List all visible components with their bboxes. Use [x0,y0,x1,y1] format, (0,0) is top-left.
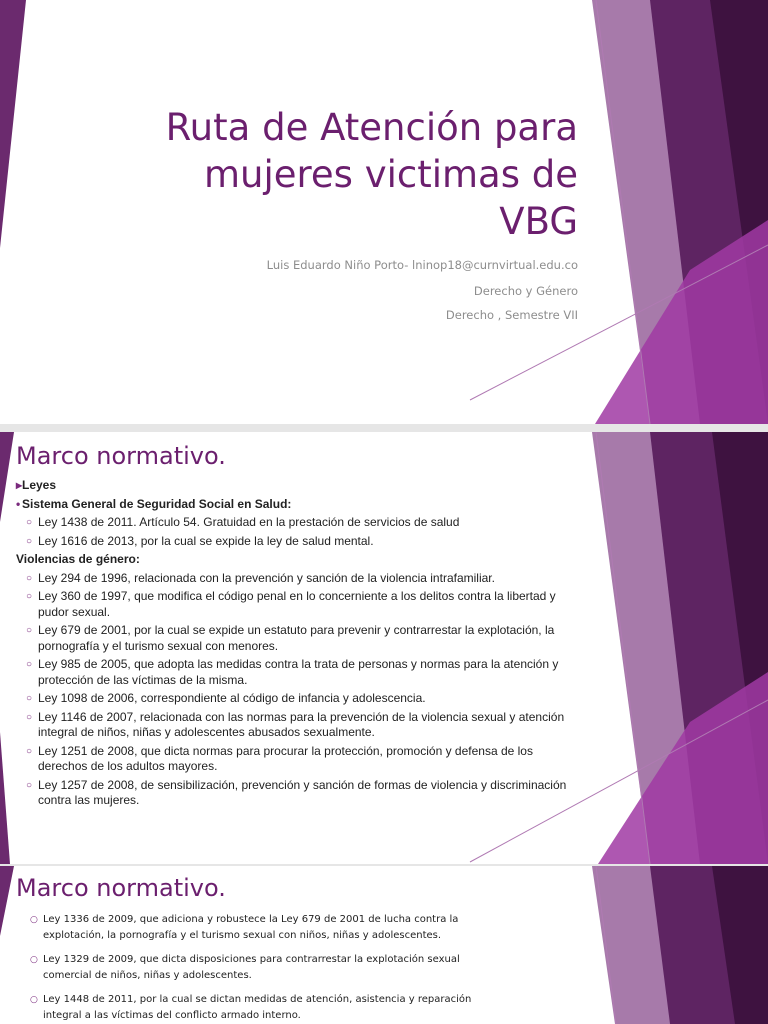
left-accent-shape [0,0,26,248]
list-item [30,952,490,984]
bullet: ○ [26,779,33,791]
course-line: Derecho y Género [473,284,578,298]
list-item-text: Ley 679 de 2001, por la cual se expide un estatuto para prevenir y contrarrestar la explotación, la pornografía y el turismo sexual con menores. [38,623,555,653]
list-item-text: Ley 294 de 1996, relacionada con la prevención y sanción de la violencia intrafamiliar. [38,570,495,585]
bullet: ○ [30,995,38,1005]
list-item-text: Ley 985 de 2005, que adopta las medidas contra la trata de personas y normas para la atención y protección de las víctimas de la misma. [38,657,559,687]
law-list [16,478,581,812]
list-item [16,534,581,550]
bullet: ○ [26,711,33,723]
bullet: ○ [26,745,33,757]
slide-heading: Marco normativo. [16,874,226,902]
law-list [30,912,490,1024]
bullet: ○ [26,659,33,670]
bullet: ○ [26,535,33,547]
list-item-text: Ley 1336 de 2009, que adiciona y robustece la Ley 679 de 2001 de lucha contra la explotación, la pornografía y el turismo sexual con niños, niñas y adolescentes. [43,914,459,941]
list-item [16,589,581,620]
left-accent-bottom [0,732,10,864]
bullet: ○ [26,693,33,704]
left-accent-shape [0,432,14,522]
list-item-text: Ley 360 de 1997, que modifica el código penal en lo concerniente a los delitos contra la libertad y pudor sexual. [38,589,556,619]
list-item [16,571,581,587]
slide-marco-normativo-1 [0,432,768,864]
list-item [16,778,581,809]
list-item-text: Ley 1616 de 2013, por la cual se expide la ley de salud mental. [38,533,374,548]
list-item [16,744,581,775]
list-item-text: Ley 1329 de 2009, que dicta disposiciones para contrarrestar la explotación sexual comercial de niños, niñas y adolescentes. [43,954,460,981]
bullet: ○ [30,915,38,925]
slide-title-text [58,104,578,245]
title-line: Ruta de Atención para [165,106,578,149]
author-line: Luis Eduardo Niño Porto- lninop18@curnvirtual.edu.co [266,258,578,272]
list-item-text: Violencias de género: [16,552,140,566]
list-item [30,912,490,944]
list-item-text: Ley 1146 de 2007, relacionada con las normas para la prevención de la violencia sexual y atención integral de niños, niñas y adolescentes abusados sexualmente. [38,709,565,739]
list-item [16,657,581,688]
list-item [16,691,581,707]
list-item-text: Ley 1098 de 2006, correspondiente al código de infancia y adolescencia. [38,691,426,705]
bullet: ○ [26,517,33,528]
slide-title [0,0,768,424]
list-item [30,992,490,1024]
slide-separator [0,424,768,432]
slide-marco-normativo-2 [0,866,768,1024]
bullet: ○ [26,625,33,636]
title-line: mujeres victimas de [203,153,578,196]
bullet: ▸ [16,478,23,492]
semester-line: Derecho , Semestre VII [445,308,578,322]
bullet: ○ [30,955,38,965]
list-item-text: Sistema General de Seguridad Social en Salud: [22,496,292,511]
slide-heading: Marco normativo. [16,442,226,470]
list-item [16,497,581,513]
bullet: ○ [26,572,33,584]
list-item [16,478,581,494]
list-item [16,552,581,568]
list-item-text: Leyes [22,478,57,492]
bullet: ○ [26,591,33,602]
list-item-text: Ley 1448 de 2011, por la cual se dictan medidas de atención, asistencia y reparación integral a las víctimas del conflicto armado interno. [43,994,472,1021]
list-item-text: Ley 1251 de 2008, que dicta normas para procurar la protección, promoción y defensa de los derechos de los adultos mayores. [38,743,533,773]
bullet: • [16,496,21,511]
left-accent-shape [0,866,14,936]
list-item-text: Ley 1257 de 2008, de sensibilización, prevención y sanción de formas de violencia y discriminación contra las mujeres. [38,777,567,807]
list-item [16,515,581,531]
list-item [16,623,581,654]
title-line: VBG [499,200,578,243]
list-item [16,710,581,741]
list-item-text: Ley 1438 de 2011. Artículo 54. Gratuidad en la prestación de servicios de salud [38,515,460,529]
